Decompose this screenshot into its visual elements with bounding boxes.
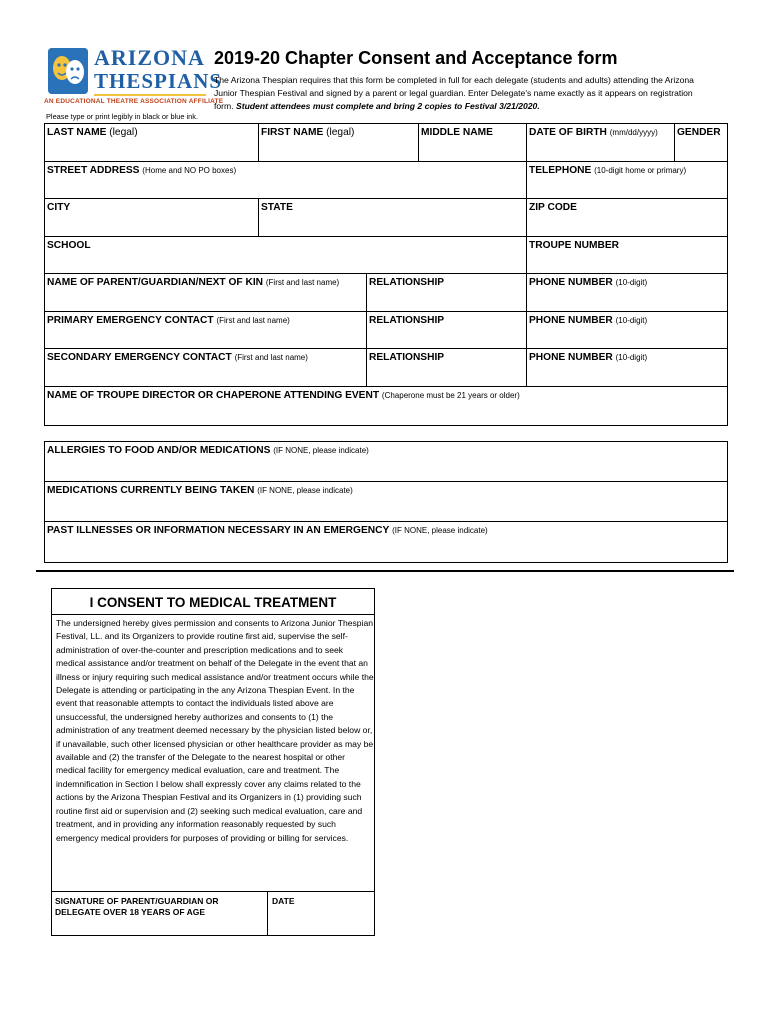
medications-hint: (IF NONE, please indicate) <box>257 486 353 495</box>
telephone-hint: (10-digit home or primary) <box>594 166 687 175</box>
allergies-hint: (IF NONE, please indicate) <box>273 446 369 455</box>
troupe-label: TROUPE NUMBER <box>529 240 619 251</box>
logo-subline: AN EDUCATIONAL THEATRE ASSOCIATION AFFILIATE <box>44 98 224 105</box>
parent-hint: (First and last name) <box>265 278 340 287</box>
delegate-info-table <box>44 123 728 426</box>
logo-line2: THESPIANS <box>94 69 223 93</box>
illnesses-field[interactable] <box>45 522 727 562</box>
last-name-hint: (legal) <box>109 127 138 138</box>
gender-label: GENDER <box>677 127 721 138</box>
logo-rule <box>94 94 206 96</box>
director-label: NAME OF TROUPE DIRECTOR OR CHAPERONE ATTENDING EVENT <box>47 390 380 401</box>
form-title: 2019-20 Chapter Consent and Acceptance form <box>214 48 618 68</box>
middle-name-label: MIDDLE NAME <box>421 127 493 138</box>
primary-contact-label: PRIMARY EMERGENCY CONTACT <box>47 315 214 326</box>
phone-hint: (10-digit) <box>615 278 648 287</box>
phone-label: PHONE NUMBER <box>529 277 613 288</box>
consent-body: The undersigned hereby gives permission and consents to Arizona Junior Thespian Festival, LL. and its Organizers to provide routine first aid, supervise the self-administration of over-the-counter and prescription medications and to seek medical assistance and/or treatment on behalf of the Delegate in the event that an illness or injury requiring such medical assistance and/or treatment occurs while the Delegate is attending or participating in the any Arizona Thespian Event. In the event that reasonable attempts to contact the individuals listed above are unsuccessful, the undersigned hereby authorizes and consents to (1) the administration of any treatment deemed necessary by the physician listed below or, if unavailable, such other licensed physician or other healthcare provider as may be available and (2) the transfer of the Delegate to the nearest hospital or other medical facility for emergency medical evaluation, care and treatment. The indemnification in Section I below shall expressly cover any claims related to the actions by the Arizona Thespian Festival and its Organizers in (1) providing such routine first aid or supervision and (2) seeking such medical evaluation, care and treatment, and in providing any information reasonably requested by such emergency medical providers for purposes of providing or billing for services. <box>56 618 374 843</box>
school-field[interactable] <box>45 237 527 274</box>
street-hint: (Home and NO PO boxes) <box>142 166 237 175</box>
consent-title: I CONSENT TO MEDICAL TREATMENT <box>89 595 337 610</box>
secondary-phone-field[interactable] <box>527 349 727 387</box>
secondary-contact-hint: (First and last name) <box>234 353 308 362</box>
medications-field[interactable] <box>45 482 727 522</box>
relationship-label: RELATIONSHIP <box>369 277 445 288</box>
section-divider <box>36 570 734 572</box>
medical-info-table <box>44 441 728 563</box>
consent-title-rule <box>52 614 374 615</box>
city-field[interactable] <box>45 199 259 237</box>
last-name-label: LAST NAME <box>47 127 107 138</box>
dob-label: DATE OF BIRTH <box>529 127 607 138</box>
date-field[interactable]: DATE <box>272 896 295 906</box>
parent-guardian-field[interactable] <box>45 274 367 312</box>
director-hint: (Chaperone must be 21 years or older) <box>381 391 520 400</box>
telephone-label: TELEPHONE <box>529 165 592 176</box>
first-name-field[interactable] <box>259 124 419 162</box>
zip-code-field[interactable] <box>527 199 727 237</box>
illnesses-label: PAST ILLNESSES OR INFORMATION NECESSARY IN AN EMERGENCY <box>47 525 390 536</box>
phone-hint: (10-digit) <box>615 353 648 362</box>
school-label: SCHOOL <box>47 240 91 251</box>
state-label: STATE <box>261 202 293 213</box>
telephone-field[interactable] <box>527 162 727 199</box>
city-label: CITY <box>47 202 71 213</box>
dob-field[interactable] <box>527 124 675 162</box>
phone-label: PHONE NUMBER <box>529 352 613 363</box>
signature-field[interactable]: SIGNATURE OF PARENT/GUARDIAN OR DELEGATE OVER 18 YEARS OF AGE <box>55 896 219 917</box>
primary-contact-field[interactable] <box>45 312 367 349</box>
middle-name-field[interactable] <box>419 124 527 162</box>
phone-hint: (10-digit) <box>615 316 648 325</box>
medications-label: MEDICATIONS CURRENTLY BEING TAKEN <box>47 485 255 496</box>
parent-relationship-field[interactable] <box>367 274 527 312</box>
theatre-masks-icon <box>48 48 88 94</box>
print-note: Please type or print legibly in black or blue ink. <box>46 112 198 121</box>
troupe-number-field[interactable] <box>527 237 727 274</box>
parent-label: NAME OF PARENT/GUARDIAN/NEXT OF KIN <box>47 277 264 288</box>
secondary-contact-label: SECONDARY EMERGENCY CONTACT <box>47 352 232 363</box>
primary-phone-field[interactable] <box>527 312 727 349</box>
logo-line1: ARIZONA <box>94 45 205 70</box>
first-name-label: FIRST NAME <box>261 127 324 138</box>
medical-consent-box <box>51 588 375 936</box>
first-name-hint: (legal) <box>326 127 355 138</box>
signature-row-rule <box>52 891 374 892</box>
street-label: STREET ADDRESS <box>47 165 140 176</box>
primary-relationship-field[interactable] <box>367 312 527 349</box>
signature-row-divider <box>267 891 268 935</box>
dob-hint: (mm/dd/yyyy) <box>609 128 658 137</box>
last-name-field[interactable] <box>45 124 259 162</box>
phone-label: PHONE NUMBER <box>529 315 613 326</box>
secondary-contact-field[interactable] <box>45 349 367 387</box>
illnesses-hint: (IF NONE, please indicate) <box>392 526 488 535</box>
director-chaperone-field[interactable] <box>45 387 727 425</box>
relationship-label: RELATIONSHIP <box>369 315 445 326</box>
intro-paragraph <box>214 74 714 113</box>
allergies-label: ALLERGIES TO FOOD AND/OR MEDICATIONS <box>47 445 271 456</box>
state-field[interactable] <box>259 199 527 237</box>
intro-text: The Arizona Thespian requires that this form be completed in full for each delegate (students and adults) attending the Arizona Junior Thespian Festival and signed by a parent or legal guardian. Enter Delegate's name exactly as it appears on registration form. <box>214 75 694 111</box>
intro-emphasis: Student attendees must complete and bring 2 copies to Festival 3/21/2020. <box>235 101 540 111</box>
allergies-field[interactable] <box>45 442 727 482</box>
secondary-relationship-field[interactable] <box>367 349 527 387</box>
relationship-label: RELATIONSHIP <box>369 352 445 363</box>
gender-field[interactable] <box>675 124 727 162</box>
zip-label: ZIP CODE <box>529 202 577 213</box>
primary-contact-hint: (First and last name) <box>216 316 290 325</box>
parent-phone-field[interactable] <box>527 274 727 312</box>
street-address-field[interactable] <box>45 162 527 199</box>
arizona-thespians-logo <box>44 45 224 110</box>
